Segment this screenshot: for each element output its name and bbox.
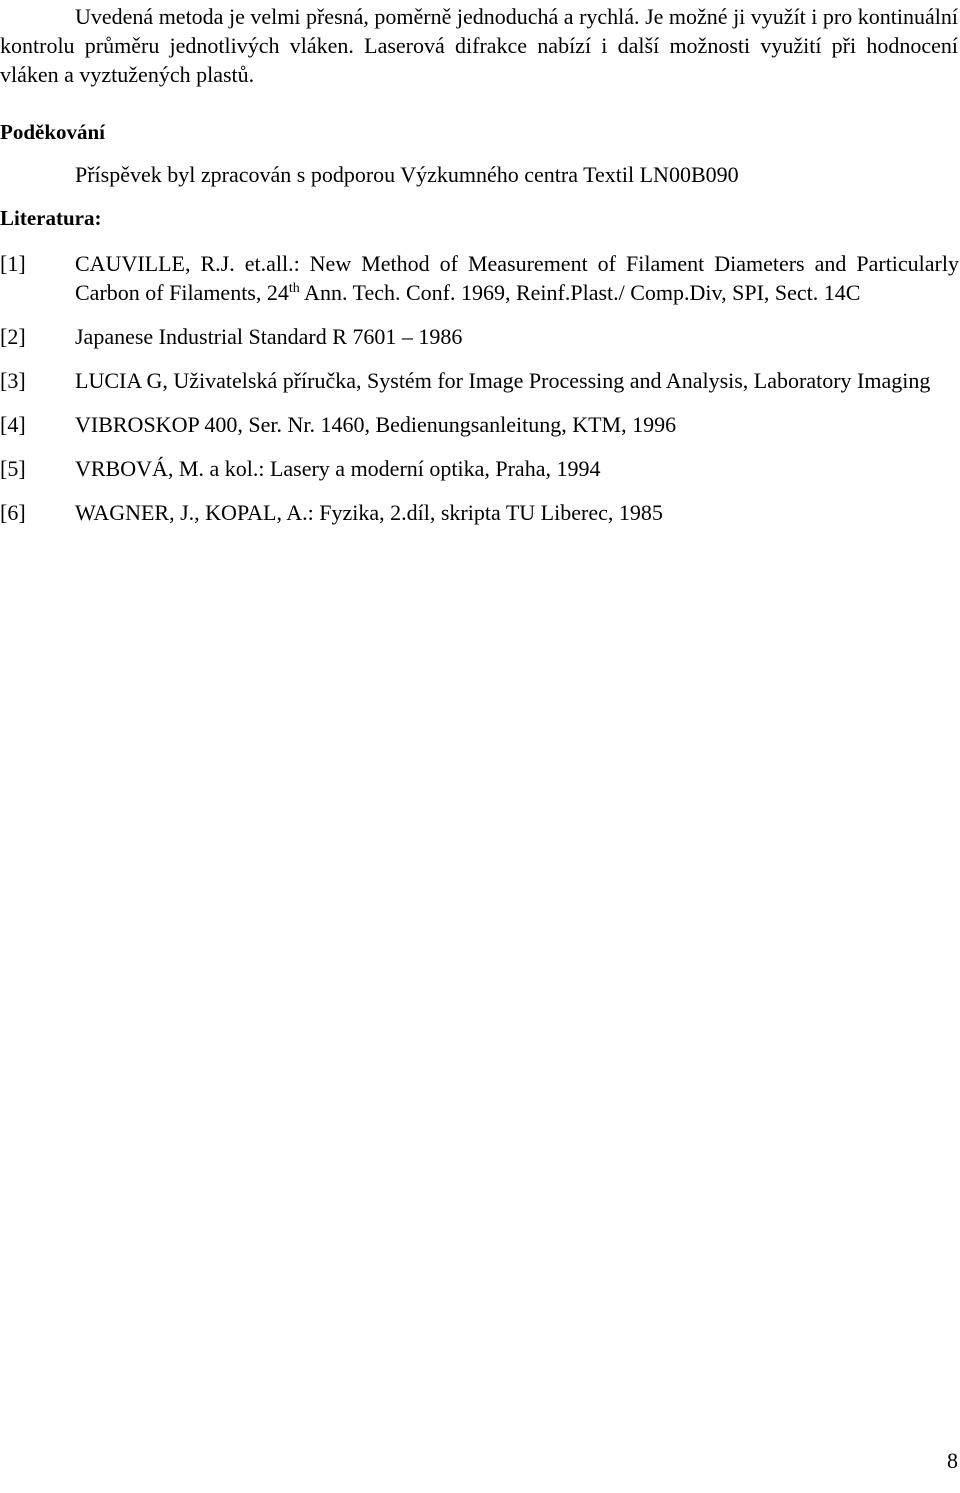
reference-number: [6] (0, 500, 26, 525)
reference-text-part: CAUVILLE, R.J. et.all.: New Method of Measurement of Filament Diameters and Particularly Carbon of Filaments, 24 (75, 251, 959, 305)
reference-text: Japanese Industrial Standard R 7601 – 1986 (75, 324, 463, 349)
reference-number: [4] (0, 412, 26, 437)
reference-text: WAGNER, J., KOPAL, A.: Fyzika, 2.díl, skripta TU Liberec, 1985 (75, 500, 663, 525)
literature-heading: Literatura: (0, 206, 102, 230)
reference-number: [2] (0, 324, 26, 349)
reference-text: VRBOVÁ, M. a kol.: Lasery a moderní optika, Praha, 1994 (75, 456, 601, 481)
page-number: 8 (947, 1448, 958, 1473)
reference-number: [3] (0, 368, 26, 393)
reference-superscript: th (288, 281, 300, 296)
reference-item-1 (0, 249, 960, 307)
acknowledgement-text: Příspěvek byl zpracován s podporou Výzkumného centra Textil LN00B090 (75, 162, 739, 187)
reference-text-part: Ann. Tech. Conf. 1969, Reinf.Plast./ Comp.Div, SPI, Sect. 14C (299, 280, 861, 305)
reference-text: LUCIA G, Uživatelská příručka, Systém for Image Processing and Analysis, Laboratory Imaging (75, 368, 931, 393)
intro-paragraph: Uvedená metoda je velmi přesná, poměrně jednoduchá a rychlá. Je možné ji využít i pro kontinuální kontrolu průměru jednotlivých vláken. Laserová difrakce nabízí i další možnosti využití při hodnocení vláken a vyztužených plastů. (0, 4, 958, 87)
reference-item-4 (0, 410, 960, 439)
reference-item-6 (0, 498, 960, 527)
reference-text (75, 249, 960, 307)
reference-text: VIBROSKOP 400, Ser. Nr. 1460, Bedienungsanleitung, KTM, 1996 (75, 412, 677, 437)
reference-number: [5] (0, 456, 26, 481)
acknowledgement-heading: Poděkování (0, 120, 106, 144)
reference-item-2 (0, 322, 960, 351)
reference-list (0, 249, 960, 542)
reference-item-5 (0, 454, 960, 483)
reference-number: [1] (0, 251, 26, 276)
reference-item-3 (0, 366, 960, 395)
